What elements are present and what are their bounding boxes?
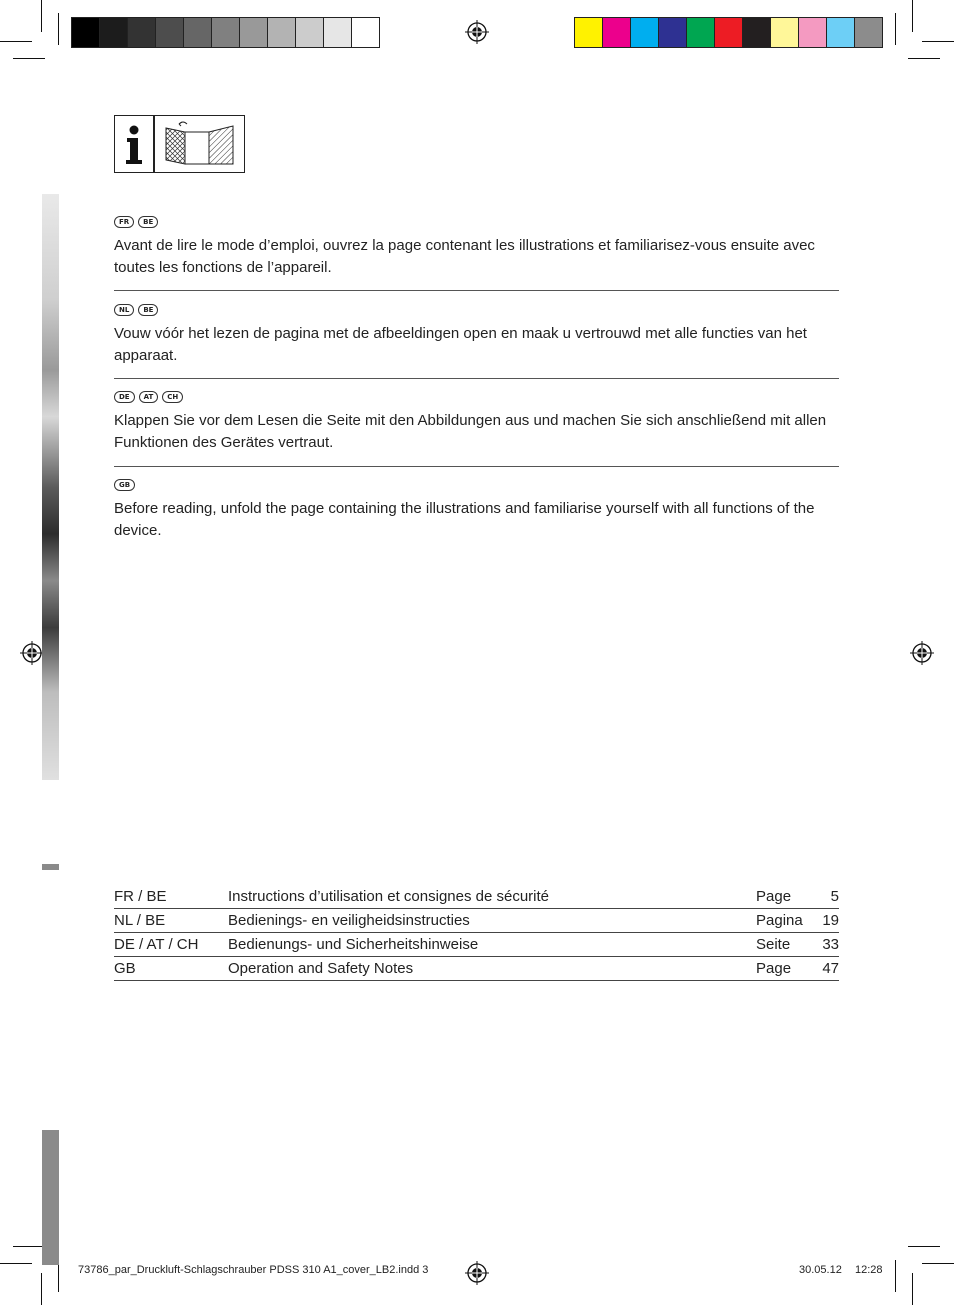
intro-section-nl-be [114, 304, 839, 367]
color-swatch [827, 18, 855, 47]
color-swatch [855, 18, 882, 47]
country-badge: DE [114, 391, 135, 403]
cover-image-strip [42, 194, 59, 780]
toc-page-label: Page [756, 888, 792, 905]
color-swatch [743, 18, 771, 47]
toc-page-number: 33 [822, 936, 839, 953]
section-divider [114, 466, 839, 467]
intro-paragraph: Avant de lire le mode d’emploi, ouvrez la page contenant les illustrations et familiarisez-vous ensuite avec toutes les fonctions de l’appareil. [114, 237, 815, 276]
toc-country-codes: DE / AT / CH [114, 936, 199, 953]
color-swatch [352, 18, 379, 47]
country-badge: FR [114, 216, 134, 228]
crop-mark [895, 13, 896, 45]
section-divider [114, 290, 839, 291]
crop-mark [908, 58, 940, 59]
fold-out-page-icon-box [154, 115, 245, 173]
toc-page-number: 5 [830, 888, 839, 905]
crop-mark [13, 1246, 45, 1247]
info-icon-box [114, 115, 154, 173]
color-swatch [240, 18, 268, 47]
country-badges [114, 391, 839, 405]
intro-section-fr-be [114, 216, 839, 279]
toc-page-number: 19 [822, 912, 839, 929]
toc-page-number: 47 [822, 960, 839, 977]
country-badges [114, 479, 839, 493]
registration-mark-icon [465, 20, 489, 44]
intro-paragraph: Vouw vóór het lezen de pagina met de afbeeldingen open en maak u vertrouwd met alle functies van het apparaat. [114, 325, 807, 364]
color-swatch [212, 18, 240, 47]
toc-page-label: Page [756, 960, 792, 977]
fold-out-page-icon [155, 116, 244, 172]
color-swatch [659, 18, 687, 47]
toc-title: Bedienungs- und Sicherheitshinweise [228, 936, 479, 953]
color-swatch [268, 18, 296, 47]
toc-row[interactable] [114, 885, 839, 909]
crop-mark [895, 1260, 896, 1292]
color-swatch [100, 18, 128, 47]
country-badge: GB [114, 479, 135, 491]
crop-mark [922, 41, 954, 42]
crop-mark [912, 0, 913, 32]
toc-row[interactable] [114, 909, 839, 933]
color-swatch [156, 18, 184, 47]
toc-title: Operation and Safety Notes [228, 960, 414, 977]
toc-title: Bedienings- en veiligheidsinstructies [228, 912, 470, 929]
toc-title: Instructions d’utilisation et consignes de sécurité [228, 888, 550, 905]
crop-mark [41, 1273, 42, 1305]
process-color-bar [574, 17, 883, 48]
registration-mark-icon [910, 641, 934, 665]
country-badge: AT [139, 391, 159, 403]
registration-mark-icon [20, 641, 44, 665]
crop-mark [0, 1263, 32, 1264]
crop-mark [0, 41, 32, 42]
info-icon [115, 116, 153, 172]
print-slug-date: 30.05.12 [799, 1264, 842, 1276]
color-swatch [771, 18, 799, 47]
cover-image-strip [42, 864, 59, 870]
toc-country-codes: GB [114, 960, 136, 977]
country-badge: CH [162, 391, 183, 403]
country-badges [114, 216, 839, 230]
grayscale-bar [71, 17, 380, 48]
color-swatch [603, 18, 631, 47]
section-divider [114, 378, 839, 379]
intro-paragraph: Before reading, unfold the page containing the illustrations and familiarise yourself with all functions of the device. [114, 500, 815, 539]
toc-country-codes: NL / BE [114, 912, 166, 929]
country-badges [114, 304, 839, 318]
country-badge: BE [138, 216, 158, 228]
toc-row[interactable] [114, 957, 839, 981]
color-swatch [687, 18, 715, 47]
registration-mark-icon [465, 1261, 489, 1285]
print-slug-filename: 73786_par_Druckluft-Schlagschrauber PDSS 310 A1_cover_LB2.indd 3 [78, 1264, 429, 1276]
table-of-contents [114, 885, 839, 981]
intro-paragraph: Klappen Sie vor dem Lesen die Seite mit den Abbildungen aus und machen Sie sich anschließend mit allen Funktionen des Gerätes vertraut. [114, 412, 827, 451]
crop-mark [41, 0, 42, 32]
crop-mark [922, 1263, 954, 1264]
color-swatch [296, 18, 324, 47]
intro-section-de-at-ch [114, 391, 839, 454]
color-swatch [72, 18, 100, 47]
color-swatch [575, 18, 603, 47]
color-swatch [715, 18, 743, 47]
country-badge: NL [114, 304, 134, 316]
crop-mark [58, 13, 59, 45]
crop-mark [908, 1246, 940, 1247]
intro-section-gb [114, 479, 839, 542]
color-swatch [324, 18, 352, 47]
crop-mark [13, 58, 45, 59]
crop-mark [912, 1273, 913, 1305]
toc-page-label: Seite [756, 936, 791, 953]
color-swatch [128, 18, 156, 47]
toc-page-label: Pagina [756, 912, 803, 929]
color-swatch [184, 18, 212, 47]
cover-image-strip [42, 1130, 59, 1265]
color-swatch [799, 18, 827, 47]
toc-row[interactable] [114, 933, 839, 957]
country-badge: BE [138, 304, 158, 316]
color-swatch [631, 18, 659, 47]
print-slug-time: 12:28 [855, 1264, 883, 1276]
toc-country-codes: FR / BE [114, 888, 167, 905]
